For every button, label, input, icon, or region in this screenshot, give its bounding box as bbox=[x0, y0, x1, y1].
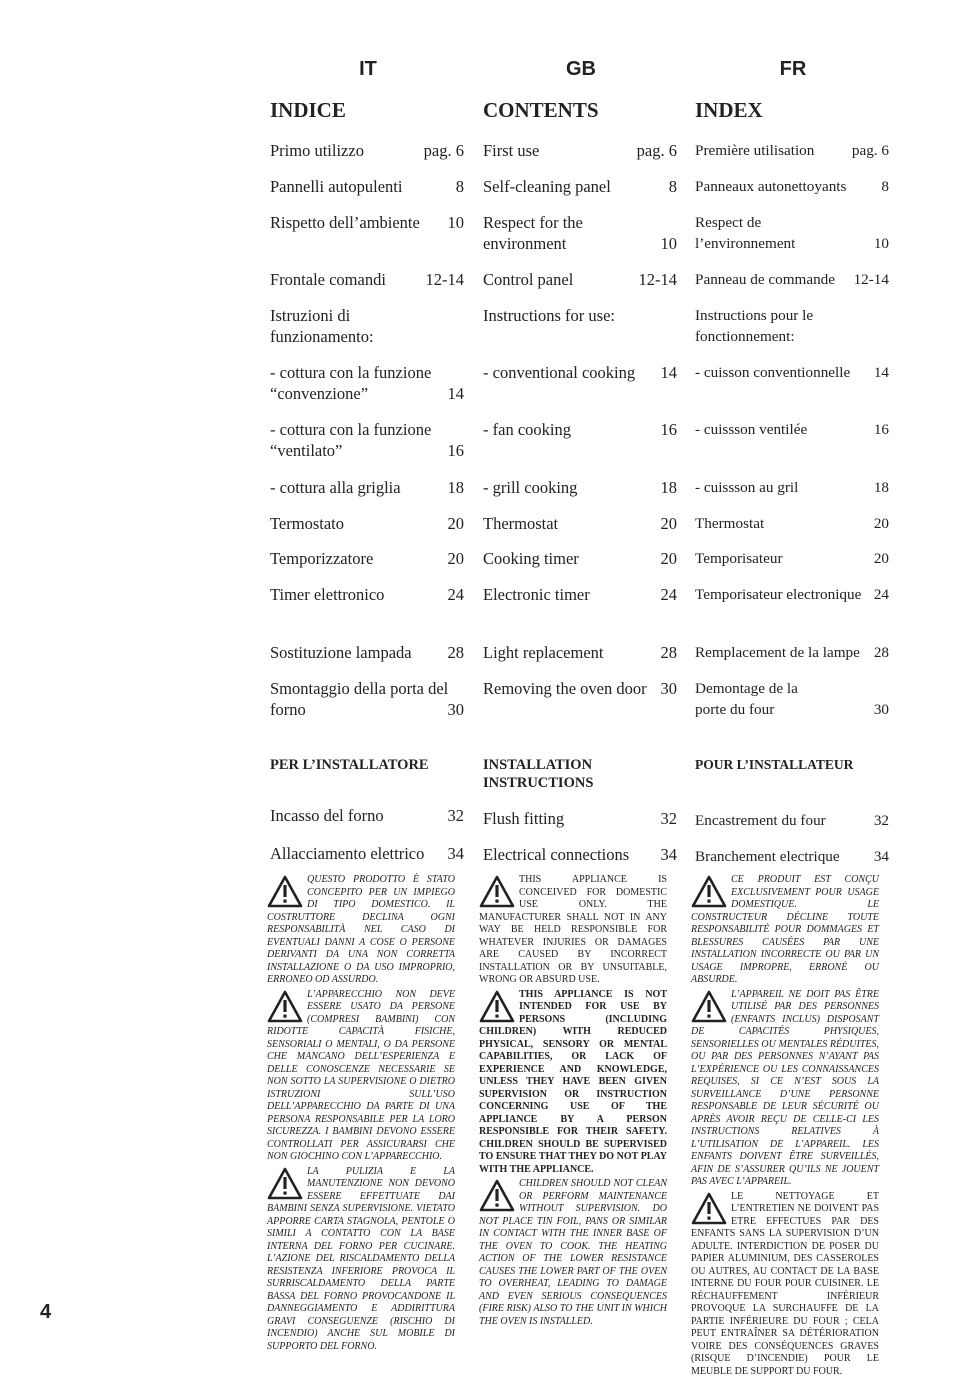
toc-page: 18 bbox=[661, 477, 678, 498]
toc-page: 12-14 bbox=[854, 269, 889, 290]
warning-paragraph: CE PRODUIT EST CONÇU EXCLUSIVEMENT POUR USAGE DOMESTIQUE. LE CONSTRUCTEUR DÉCLINE TOUTE RESPONSABILITÉ POUR DOMMAGES ET BLESSURES CAUSÉES PAR UNE INSTALLATION INCORRECTE OU PAR UN USAGE IMPROPRE, ERRONÉ OU ABSURDE. bbox=[691, 874, 879, 987]
toc-entry: Instructions for use: bbox=[483, 305, 677, 326]
language-code: GB bbox=[483, 58, 679, 81]
toc-entry: Istruzioni di funzionamento: bbox=[270, 305, 430, 347]
toc-row bbox=[695, 305, 889, 347]
toc-row bbox=[483, 419, 677, 440]
warning-triangle-icon bbox=[479, 990, 515, 1024]
language-code: IT bbox=[270, 58, 466, 81]
toc-page: 24 bbox=[874, 584, 889, 605]
toc-row bbox=[270, 843, 464, 864]
toc-entry: Flush fitting bbox=[483, 808, 677, 829]
toc-row bbox=[695, 269, 889, 290]
installer-heading: PER L’INSTALLATORE bbox=[270, 756, 466, 774]
warning-triangle-icon bbox=[691, 875, 727, 909]
toc-entry: Thermostat bbox=[695, 513, 889, 534]
toc-page: 12-14 bbox=[639, 269, 678, 290]
toc-entry: - cuissson ventilée bbox=[695, 419, 889, 440]
toc-row bbox=[270, 678, 464, 720]
toc-page: 28 bbox=[874, 642, 889, 663]
toc-row bbox=[270, 513, 464, 534]
toc-page: 34 bbox=[448, 843, 465, 864]
language-code: FR bbox=[695, 58, 891, 81]
toc-row bbox=[270, 642, 464, 663]
toc-entry: Branchement electrique bbox=[695, 846, 889, 867]
toc-title: INDEX bbox=[695, 98, 763, 123]
toc-page: 10 bbox=[874, 233, 889, 254]
toc-entry: - cottura alla griglia bbox=[270, 477, 464, 498]
toc-row bbox=[695, 477, 889, 498]
toc-page: 32 bbox=[874, 810, 889, 831]
toc-entry: Pannelli autopulenti bbox=[270, 176, 464, 197]
page-number: 4 bbox=[40, 1301, 51, 1324]
toc-entry: - conventional cooking bbox=[483, 362, 677, 383]
toc-row bbox=[695, 212, 889, 254]
toc-page: 14 bbox=[874, 362, 889, 383]
toc-row bbox=[483, 477, 677, 498]
toc-page: 20 bbox=[448, 513, 465, 534]
toc-row bbox=[270, 805, 464, 826]
toc-row bbox=[483, 212, 677, 254]
toc-page: 16 bbox=[661, 419, 678, 440]
toc-row bbox=[483, 548, 677, 569]
toc-row bbox=[695, 678, 889, 720]
toc-entry: Thermostat bbox=[483, 513, 677, 534]
toc-row bbox=[695, 846, 889, 867]
toc-entry: - grill cooking bbox=[483, 477, 677, 498]
toc-page: 14 bbox=[661, 362, 678, 383]
toc-page: 28 bbox=[448, 642, 465, 663]
toc-entry: Première utilisation bbox=[695, 140, 889, 161]
toc-page: 32 bbox=[448, 805, 465, 826]
warning-paragraph: LA PULIZIA E LA MANUTENZIONE NON DEVONO ESSERE EFFETTUATE DAI BAMBINI SENZA SUPERVISIONE. VIETATO APPORRE CARTA STAGNOLA, PENTOLE O SIMILI A CONTATTO CON LA BASE INTERNA DEL FORNO PER CUCINARE. L’AZIONE DEL RISCALDAMENTO DELLA RESISTENZA INFERIORE PROVOCA IL SURRISCALDAMENTO DELLA PARTE BASSA DEL FORNO PROVOCANDONE IL DANNEGGIAMENTO E ADDIRITTURA GRAVI CONSEGUENZE (RISCHIO DI INCENDIO) ANCHE SUL MOBILE DI SUPPORTO DEL FORNO. bbox=[267, 1166, 455, 1354]
warning-triangle-icon bbox=[479, 875, 515, 909]
toc-row bbox=[270, 548, 464, 569]
toc-entry: Cooking timer bbox=[483, 548, 677, 569]
toc-page: 34 bbox=[661, 844, 678, 865]
toc-entry: Encastrement du four bbox=[695, 810, 889, 831]
installer-heading: POUR L’INSTALLATEUR bbox=[695, 756, 891, 774]
toc-row bbox=[270, 140, 464, 161]
toc-entry: Respect for the environment bbox=[483, 212, 633, 254]
toc-entry: Demontage de la porte du four bbox=[695, 678, 855, 720]
toc-page: 20 bbox=[874, 513, 889, 534]
toc-row bbox=[695, 419, 889, 440]
toc-row bbox=[270, 176, 464, 197]
toc-page: 20 bbox=[874, 548, 889, 569]
toc-row bbox=[695, 140, 889, 161]
toc-entry: - cottura con la funzione “convenzione” bbox=[270, 362, 464, 404]
toc-entry: Temporisateur electronique bbox=[695, 584, 889, 605]
toc-page: 30 bbox=[661, 678, 678, 699]
toc-row bbox=[483, 362, 677, 383]
warning-triangle-icon bbox=[691, 1192, 727, 1226]
toc-entry: Removing the oven door bbox=[483, 678, 677, 699]
toc-entry: Temporisateur bbox=[695, 548, 889, 569]
toc-page: 12-14 bbox=[426, 269, 465, 290]
toc-entry: Instructions pour le fonctionnement: bbox=[695, 305, 865, 347]
toc-page: 10 bbox=[448, 212, 465, 233]
toc-entry: Control panel bbox=[483, 269, 677, 290]
warning-paragraph: L’APPAREIL NE DOIT PAS ÊTRE UTILISÉ PAR DES PERSONNES (ENFANTS INCLUS) DISPOSANT DE CAPACITÉS PHYSIQUES, SENSORIELLES OU MENTALES RÉDUITES, OU PAR DES PERSONNES N’AYANT PAS L’EXPÉRIENCE OU LES CONNAISSANCES REQUISES, SI CE N’EST SOUS LA SURVEILLANCE D’UNE PERSONNE RESPONSABLE DE LEUR SÉCURITÉ OU APRÈS AVOIR REÇU DE CELLE-CI LES INSTRUCTIONS RELATIVES À L’UTILISATION DE L’APPAREIL. LES ENFANTS DOIVENT ÊTRE SURVEILLÉS, AFIN DE S’ASSURER QU’ILS NE JOUENT PAS AVEC L’APPAREIL. bbox=[691, 989, 879, 1189]
toc-entry: - cuisson conventionnelle bbox=[695, 362, 889, 383]
toc-page: 8 bbox=[881, 176, 889, 197]
toc-entry: Allacciamento elettrico bbox=[270, 843, 464, 864]
toc-page: 24 bbox=[448, 584, 465, 605]
toc-entry: Self-cleaning panel bbox=[483, 176, 677, 197]
toc-entry: Sostituzione lampada bbox=[270, 642, 464, 663]
installer-heading: INSTALLATION INSTRUCTIONS bbox=[483, 756, 613, 792]
toc-title: INDICE bbox=[270, 98, 346, 123]
toc-entry: Rispetto dell’ambiente bbox=[270, 212, 464, 233]
toc-row bbox=[695, 584, 889, 605]
toc-row bbox=[695, 362, 889, 383]
toc-page: 8 bbox=[456, 176, 464, 197]
toc-row bbox=[483, 678, 677, 699]
warning-triangle-icon bbox=[479, 1179, 515, 1213]
toc-title: CONTENTS bbox=[483, 98, 599, 123]
toc-row bbox=[695, 513, 889, 534]
toc-page: 30 bbox=[874, 699, 889, 720]
warning-triangle-icon bbox=[267, 1167, 303, 1201]
warnings-fr bbox=[691, 874, 879, 1378]
toc-entry: Temporizzatore bbox=[270, 548, 464, 569]
warning-paragraph: QUESTO PRODOTTO È STATO CONCEPITO PER UN IMPIEGO DI TIPO DOMESTICO. IL COSTRUTTORE DECLINA OGNI RESPONSABILITÀ NEL CASO DI EVENTUALI DANNI A COSE O PERSONE DERIVANTI DA UNA NON CORRETTA INSTALLAZIONE O DA USO IMPROPRIO, ERRONEO OD ASSURDO. bbox=[267, 874, 455, 987]
toc-row bbox=[483, 513, 677, 534]
toc-page: 28 bbox=[661, 642, 678, 663]
toc-row bbox=[270, 362, 464, 404]
toc-row bbox=[695, 642, 889, 663]
toc-row bbox=[483, 269, 677, 290]
toc-page: 16 bbox=[874, 419, 889, 440]
warnings-gb bbox=[479, 874, 667, 1328]
toc-row bbox=[270, 305, 464, 347]
toc-row bbox=[483, 808, 677, 829]
toc-page: 30 bbox=[448, 699, 465, 720]
toc-page: 20 bbox=[448, 548, 465, 569]
toc-row bbox=[695, 548, 889, 569]
toc-page: 10 bbox=[661, 233, 678, 254]
toc-entry: Remplacement de la lampe bbox=[695, 642, 889, 663]
toc-entry: - cuissson au gril bbox=[695, 477, 889, 498]
warning-triangle-icon bbox=[691, 990, 727, 1024]
toc-row bbox=[270, 212, 464, 233]
toc-row bbox=[483, 305, 677, 326]
toc-row bbox=[483, 140, 677, 161]
warning-paragraph: THIS APPLIANCE IS CONCEIVED FOR DOMESTIC USE ONLY. THE MANUFACTURER SHALL NOT IN ANY WAY BE HELD RESPONSIBLE FOR WHATEVER INJURIES OR DAMAGES ARE CAUSED BY INCORRECT INSTALLATION OR BY UNSUITABLE, WRONG OR ABSURD USE. bbox=[479, 874, 667, 987]
toc-page: 8 bbox=[669, 176, 677, 197]
toc-entry: Respect de l’environnement bbox=[695, 212, 855, 254]
toc-page: pag. 6 bbox=[852, 140, 889, 161]
warning-paragraph: L’APPARECCHIO NON DEVE ESSERE USATO DA PERSONE (COMPRESI BAMBINI) CON RIDOTTE CAPACITÀ FISICHE, SENSORIALI O MENTALI, O DA PERSONE CHE MANCANO DELL’ESPERIENZA E DELLE CONOSCENZE NECESSARIE SE NON SOTTO LA SUPERVISIONE O DIETRO ISTRUZIONI SULL’USO DELL’APPARECCHIO DA PARTE DI UNA PERSONA RESPONSABILE PER LA LORO SICUREZZA. I BAMBINI DEVONO ESSERE CONTROLLATI PER ASSICURARSI CHE NON GIOCHINO CON L’APPARECCHIO. bbox=[267, 989, 455, 1164]
warning-paragraph: CHILDREN SHOULD NOT CLEAN OR PERFORM MAINTENANCE WITHOUT SUPERVISION. DO NOT PLACE TIN FOIL, PANS OR SIMILAR IN CONTACT WITH THE INNER BASE OF THE OVEN TO COOK. THE HEATING ACTION OF THE LOWER RESISTANCE CAUSES THE LOWER PART OF THE OVEN TO OVERHEAT, LEADING TO DAMAGE AND EVEN SERIOUS CONSEQUENCES (FIRE RISK) ALSO TO THE UNIT IN WHICH THE OVEN IS INSTALLED. bbox=[479, 1178, 667, 1328]
warning-paragraph: THIS APPLIANCE IS NOT INTENDED FOR USE BY PERSONS (INCLUDING CHILDREN) WITH REDUCED PHYSICAL, SENSORY OR MENTAL CAPABILITIES, OR LACK OF EXPERIENCE AND KNOWLEDGE, UNLESS THEY HAVE BEEN GIVEN SUPERVISION OR INSTRUCTION CONCERNING USE OF THE APPLIANCE BY A PERSON RESPONSIBLE FOR THEIR SAFETY. CHILDREN SHOULD BE SUPERVISED TO ENSURE THAT THEY DO NOT PLAY WITH THE APPLIANCE. bbox=[479, 989, 667, 1177]
toc-entry: Incasso del forno bbox=[270, 805, 464, 826]
toc-page: 18 bbox=[448, 477, 465, 498]
toc-row bbox=[270, 477, 464, 498]
toc-entry: Primo utilizzo bbox=[270, 140, 464, 161]
toc-entry: Electrical connections bbox=[483, 844, 677, 865]
toc-entry: First use bbox=[483, 140, 677, 161]
warning-triangle-icon bbox=[267, 990, 303, 1024]
toc-page: 20 bbox=[661, 513, 678, 534]
warning-paragraph: LE NETTOYAGE ET L’ENTRETIEN NE DOIVENT PAS ETRE EFFECTUES PAR DES ENFANTS SANS LA SUPERVISION D’UN ADULTE. INTERDICTION DE POSER DU PAPIER ALUMINIUM, DES CASSEROLES OU AUTRES, AU CONTACT DE LA BASE INTERNE DU FOUR POUR CUISINER. LE RÉCHAUFFEMENT INFÉRIEUR PROVOQUE LA SURCHAUFFE DE LA PARTIE INFÉRIEURE DU FOUR ; CELA PEUT ENTRAÎNER SA DÉTÉRIORATION VOIRE DES CONSÉQUENCES GRAVES (RISQUE D’INCENDIE) POUR LE MEUBLE DE SUPPORT DU FOUR. bbox=[691, 1191, 879, 1378]
toc-entry: - cottura con la funzione “ventilato” bbox=[270, 419, 464, 461]
toc-row bbox=[695, 810, 889, 831]
toc-entry: Panneau de commande bbox=[695, 269, 889, 290]
toc-entry: - fan cooking bbox=[483, 419, 677, 440]
toc-page: 14 bbox=[448, 383, 465, 404]
warning-triangle-icon bbox=[267, 875, 303, 909]
toc-entry: Electronic timer bbox=[483, 584, 677, 605]
toc-entry: Timer elettronico bbox=[270, 584, 464, 605]
toc-row bbox=[695, 176, 889, 197]
toc-page: 34 bbox=[874, 846, 889, 867]
toc-entry: Smontaggio della porta del forno bbox=[270, 678, 464, 720]
toc-page: 16 bbox=[448, 440, 465, 461]
toc-entry: Panneaux autonettoyants bbox=[695, 176, 889, 197]
toc-row bbox=[483, 584, 677, 605]
toc-page: pag. 6 bbox=[424, 140, 464, 161]
toc-row bbox=[270, 419, 464, 461]
toc-entry: Light replacement bbox=[483, 642, 677, 663]
toc-row bbox=[270, 584, 464, 605]
toc-entry: Frontale comandi bbox=[270, 269, 464, 290]
toc-row bbox=[483, 176, 677, 197]
toc-row bbox=[483, 844, 677, 865]
toc-page: pag. 6 bbox=[637, 140, 677, 161]
toc-page: 20 bbox=[661, 548, 678, 569]
toc-page: 24 bbox=[661, 584, 678, 605]
toc-entry: Termostato bbox=[270, 513, 464, 534]
warnings-it bbox=[267, 874, 455, 1353]
toc-page: 18 bbox=[874, 477, 889, 498]
toc-row bbox=[270, 269, 464, 290]
toc-page: 32 bbox=[661, 808, 678, 829]
toc-row bbox=[483, 642, 677, 663]
